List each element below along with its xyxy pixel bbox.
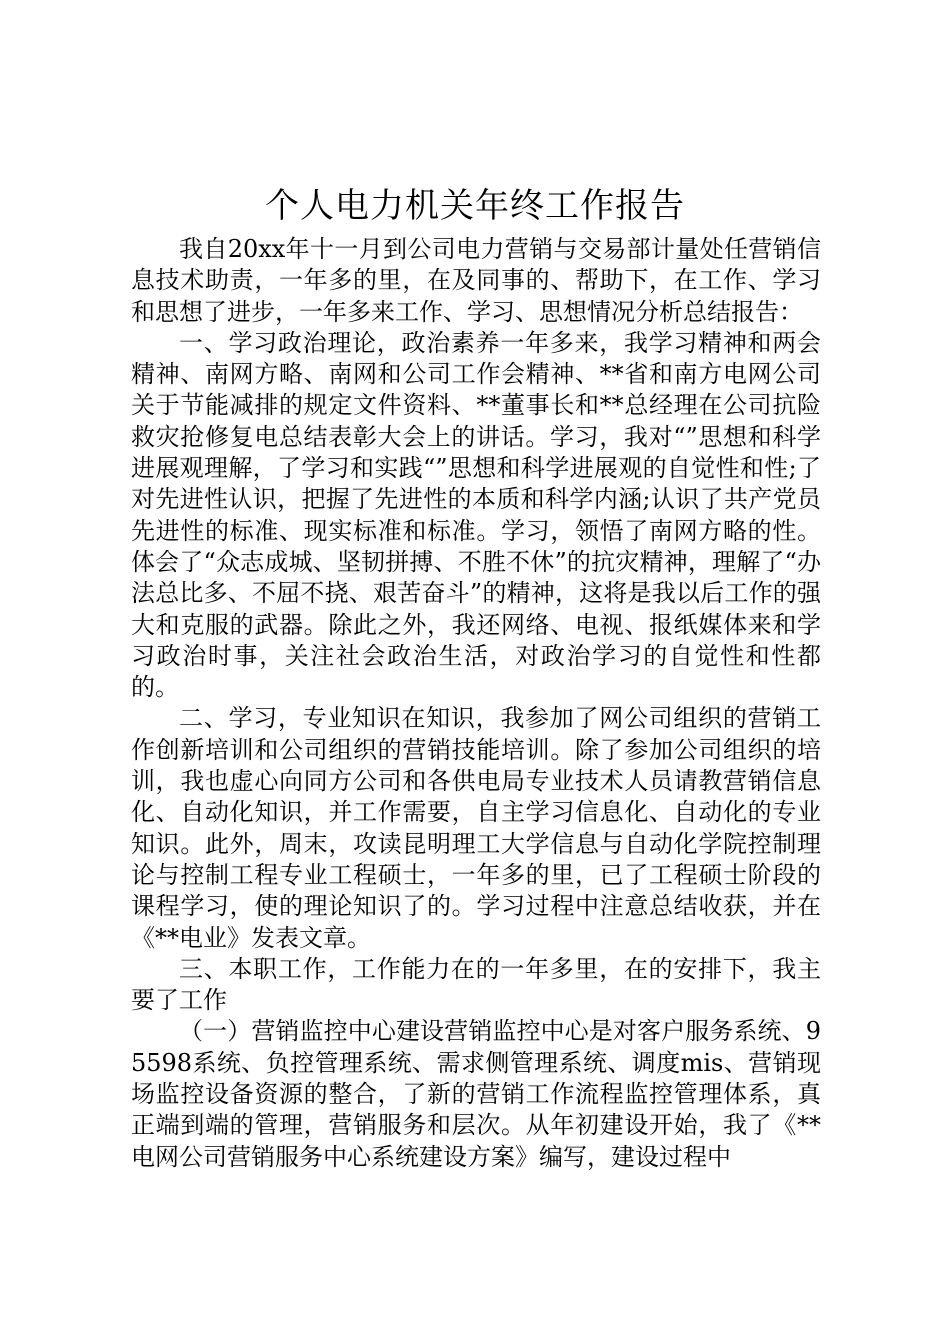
paragraph: 一、学习政治理论，政治素养一年多来，我学习精神和两会精神、南网方略、南网和公司工作会精神、**省和南方电网公司关于节能减排的规定文件资料、**董事长和**总经理在公司抗险救灾抢修复电总结表彰大会上的讲话。学习，我对“”思想和科学进展观理解，了学习和实践“”思想和科学进展观的自觉性和性;了对先进性认识，把握了先进性的本质和科学内涵;认识了共产党员先进性的标准、现实标准和标准。学习，领悟了南网方略的性。体会了“众志成城、坚韧拼搏、不胜不休”的抗灾精神，理解了“办法总比多、不屈不挠、艰苦奋斗”的精神，这将是我以后工作的强大和克服的武器。除此之外，我还网络、电视、报纸媒体来和学习政治时事，关注社会政治生活，对政治学习的自觉性和性都的。: [131, 328, 821, 702]
paragraph: （一）营销监控中心建设营销监控中心是对客户服务系统、95598系统、负控管理系统、需求侧管理系统、调度mis、营销现场监控设备资源的整合，了新的营销工作流程监控管理体系，真正端到端的管理，营销服务和层次。从年初建设开始，我了《**电网公司营销服务中心系统建设方案》编写，建设过程中: [131, 1017, 821, 1171]
document-title: 个人电力机关年终工作报告: [265, 186, 685, 226]
paragraph: 三、本职工作，工作能力在的一年多里，在的安排下，我主要了工作: [131, 954, 821, 1015]
document-body: [131, 234, 821, 1173]
paragraph: 二、学习，专业知识在知识，我参加了网公司组织的营销工作创新培训和公司组织的营销技能培训。除了参加公司组织的培训，我也虚心向同方公司和各供电局专业技术人员请教营销信息化、自动化知识，并工作需要，自主学习信息化、自动化的专业知识。此外，周末，攻读昆明理工大学信息与自动化学院控制理论与控制工程专业工程硕士，一年多的里，已了工程硕士阶段的课程学习，使的理论知识了的。学习过程中注意总结收获，并在《**电业》发表文章。: [131, 704, 821, 952]
paragraph: 我自20xx年十一月到公司电力营销与交易部计量处任营销信息技术助责，一年多的里，在及同事的、帮助下，在工作、学习和思想了进步，一年多来工作、学习、思想情况分析总结报告：: [131, 235, 821, 326]
